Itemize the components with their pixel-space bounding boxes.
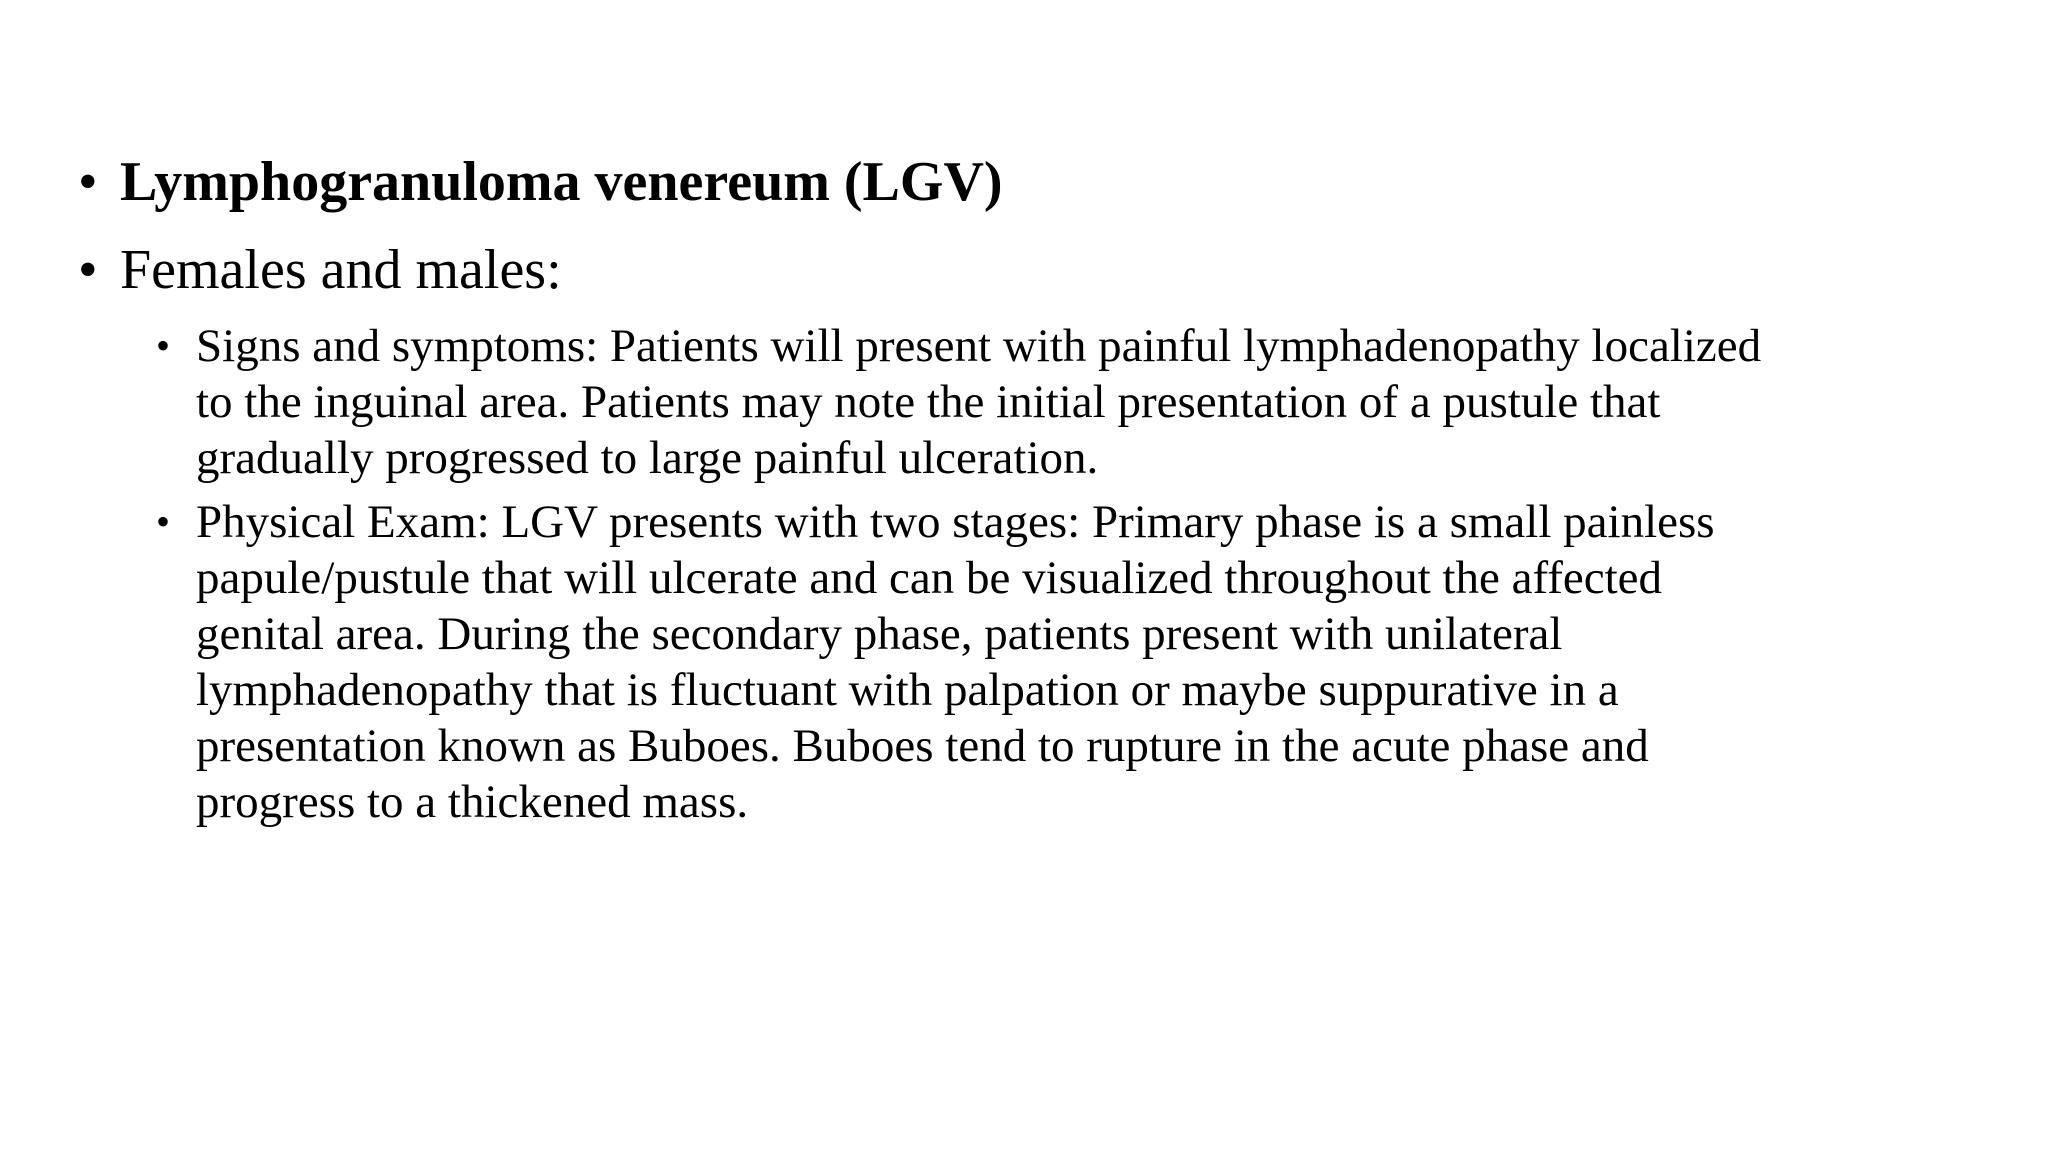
sub-bullet-list [78, 318, 1978, 830]
sub-bullet-line: progress to a thickened mass. [196, 776, 749, 828]
sub-bullet-line: to the inguinal area. Patients may note the initial presentation of a pustule that [196, 376, 1661, 428]
slide-content [78, 150, 1978, 838]
sub-bullet-line: presentation known as Buboes. Buboes tend to rupture in the acute phase and [196, 720, 1649, 772]
sub-bullet-line: genital area. During the secondary phase, patients present with unilateral [196, 608, 1563, 660]
sub-bullet-line: papule/pustule that will ulcerate and can be visualized throughout the affected [196, 552, 1663, 604]
bullet-item-females-and-males [78, 238, 1978, 302]
sub-bullet-signs-and-symptoms [156, 318, 1996, 486]
sub-bullet-physical-exam [156, 494, 1996, 830]
bullet-marker: • [78, 239, 98, 301]
bullet-item-text: Lymphogranuloma venereum (LGV) [120, 151, 1003, 213]
bullet-item-lgv-title [78, 150, 1978, 214]
sub-bullet-line: gradually progressed to large painful ulceration. [196, 432, 1099, 484]
sub-bullet-line: Physical Exam: LGV presents with two stages: Primary phase is a small painless [196, 496, 1715, 548]
sub-bullet-line: Signs and symptoms: Patients will present with painful lymphadenopathy localized [196, 320, 1762, 372]
bullet-marker: • [78, 151, 98, 213]
sub-bullet-line: lymphadenopathy that is fluctuant with palpation or maybe suppurative in a [196, 664, 1619, 716]
sub-bullet-marker: • [156, 323, 171, 368]
bullet-item-text: Females and males: [120, 239, 562, 301]
sub-bullet-marker: • [156, 499, 171, 544]
